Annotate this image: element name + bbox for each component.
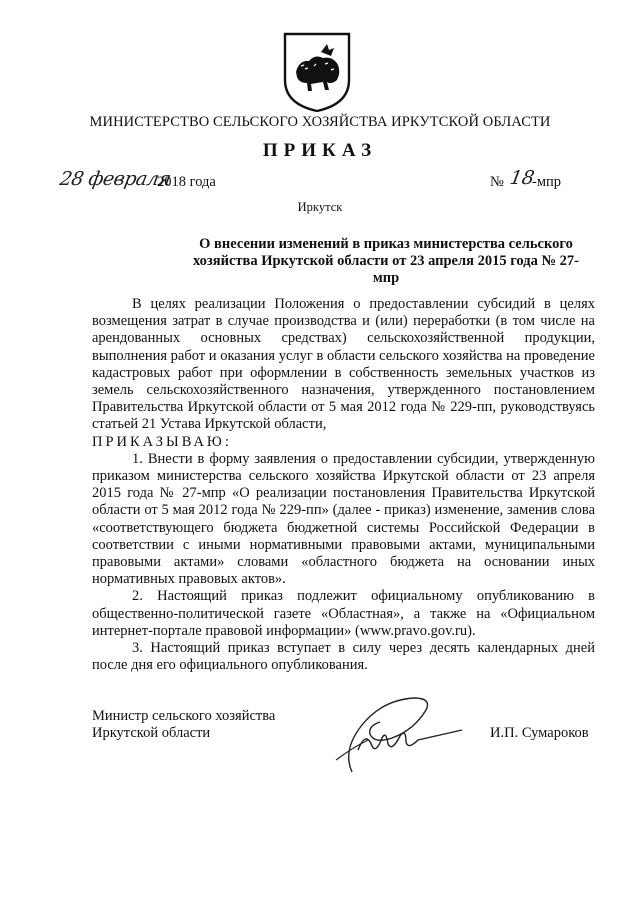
number-sign: № [490, 174, 504, 190]
order-word: ПРИКАЗЫВАЮ: [92, 433, 232, 450]
ministry-name: МИНИСТЕРСТВО СЕЛЬСКОГО ХОЗЯЙСТВА ИРКУТСКОЙ ОБЛАСТИ [89, 114, 551, 130]
signer-title [92, 708, 275, 742]
order-body [92, 296, 595, 674]
city-name: Иркутск [297, 200, 343, 214]
number-suffix: -мпр [532, 174, 562, 190]
signer-title-line-2: Иркутской области [92, 725, 211, 742]
preamble-paragraph: В целях реализации Положения о предоставлении субсидий в целях возмещения затрат в случае производства и (или) переработки (в том числе на арендованных основных средствах) сельскохозяйственной продукции, выполнения работ и оказания услуг в области сельского хозяйства на проведение кадастровых работ при оформлении в собственность земельных участков из земель сельскохозяйственного назначения, утвержденного постановлением Правительства Иркутской области от 5 мая 2012 года № 229-пп, руководствуясь статьей 21 Устава Иркутской области, [92, 296, 595, 433]
date-number-line [58, 167, 580, 198]
handwritten-number: 18 [508, 167, 537, 189]
document-type-title: ПРИКАЗ [262, 140, 378, 161]
date-year: 2018 года [157, 174, 216, 190]
coat-of-arms-emblem [281, 30, 353, 114]
order-subject: О внесении изменений в приказ министерства сельского хозяйства Иркутской области от 23 апреля 2015 года № 27-мпр [192, 236, 580, 286]
handwritten-date: 28 февраля [58, 168, 173, 190]
signer-title-line-1: Министр сельского хозяйства [92, 708, 276, 724]
signer-name: И.П. Сумароков [490, 725, 589, 741]
order-item-2: 2. Настоящий приказ подлежит официальному опубликованию в общественно-политической газете «Областная», а также на «Официальном интернет-портале правовой информации» (www.pravo.gov.ru). [92, 588, 595, 639]
handwritten-signature [322, 690, 472, 780]
order-item-3: 3. Настоящий приказ вступает в силу через десять календарных дней после дня его официального опубликования. [92, 640, 595, 674]
order-item-1: 1. Внести в форму заявления о предоставлении субсидии, утвержденную приказом министерства сельского хозяйства Иркутской области от 23 апреля 2015 года № 27-мпр «О реализации постановления Правительства Иркутской области от 5 мая 2012 года № 229-пп» (далее - приказ) изменение, заменив слова «соответствующего бюджета бюджетной системы Российской Федерации в соответствии с иными нормативными правовыми актами, муниципальными правовыми актами» словами «областного бюджета на основании иных нормативных правовых актов». [92, 450, 595, 588]
